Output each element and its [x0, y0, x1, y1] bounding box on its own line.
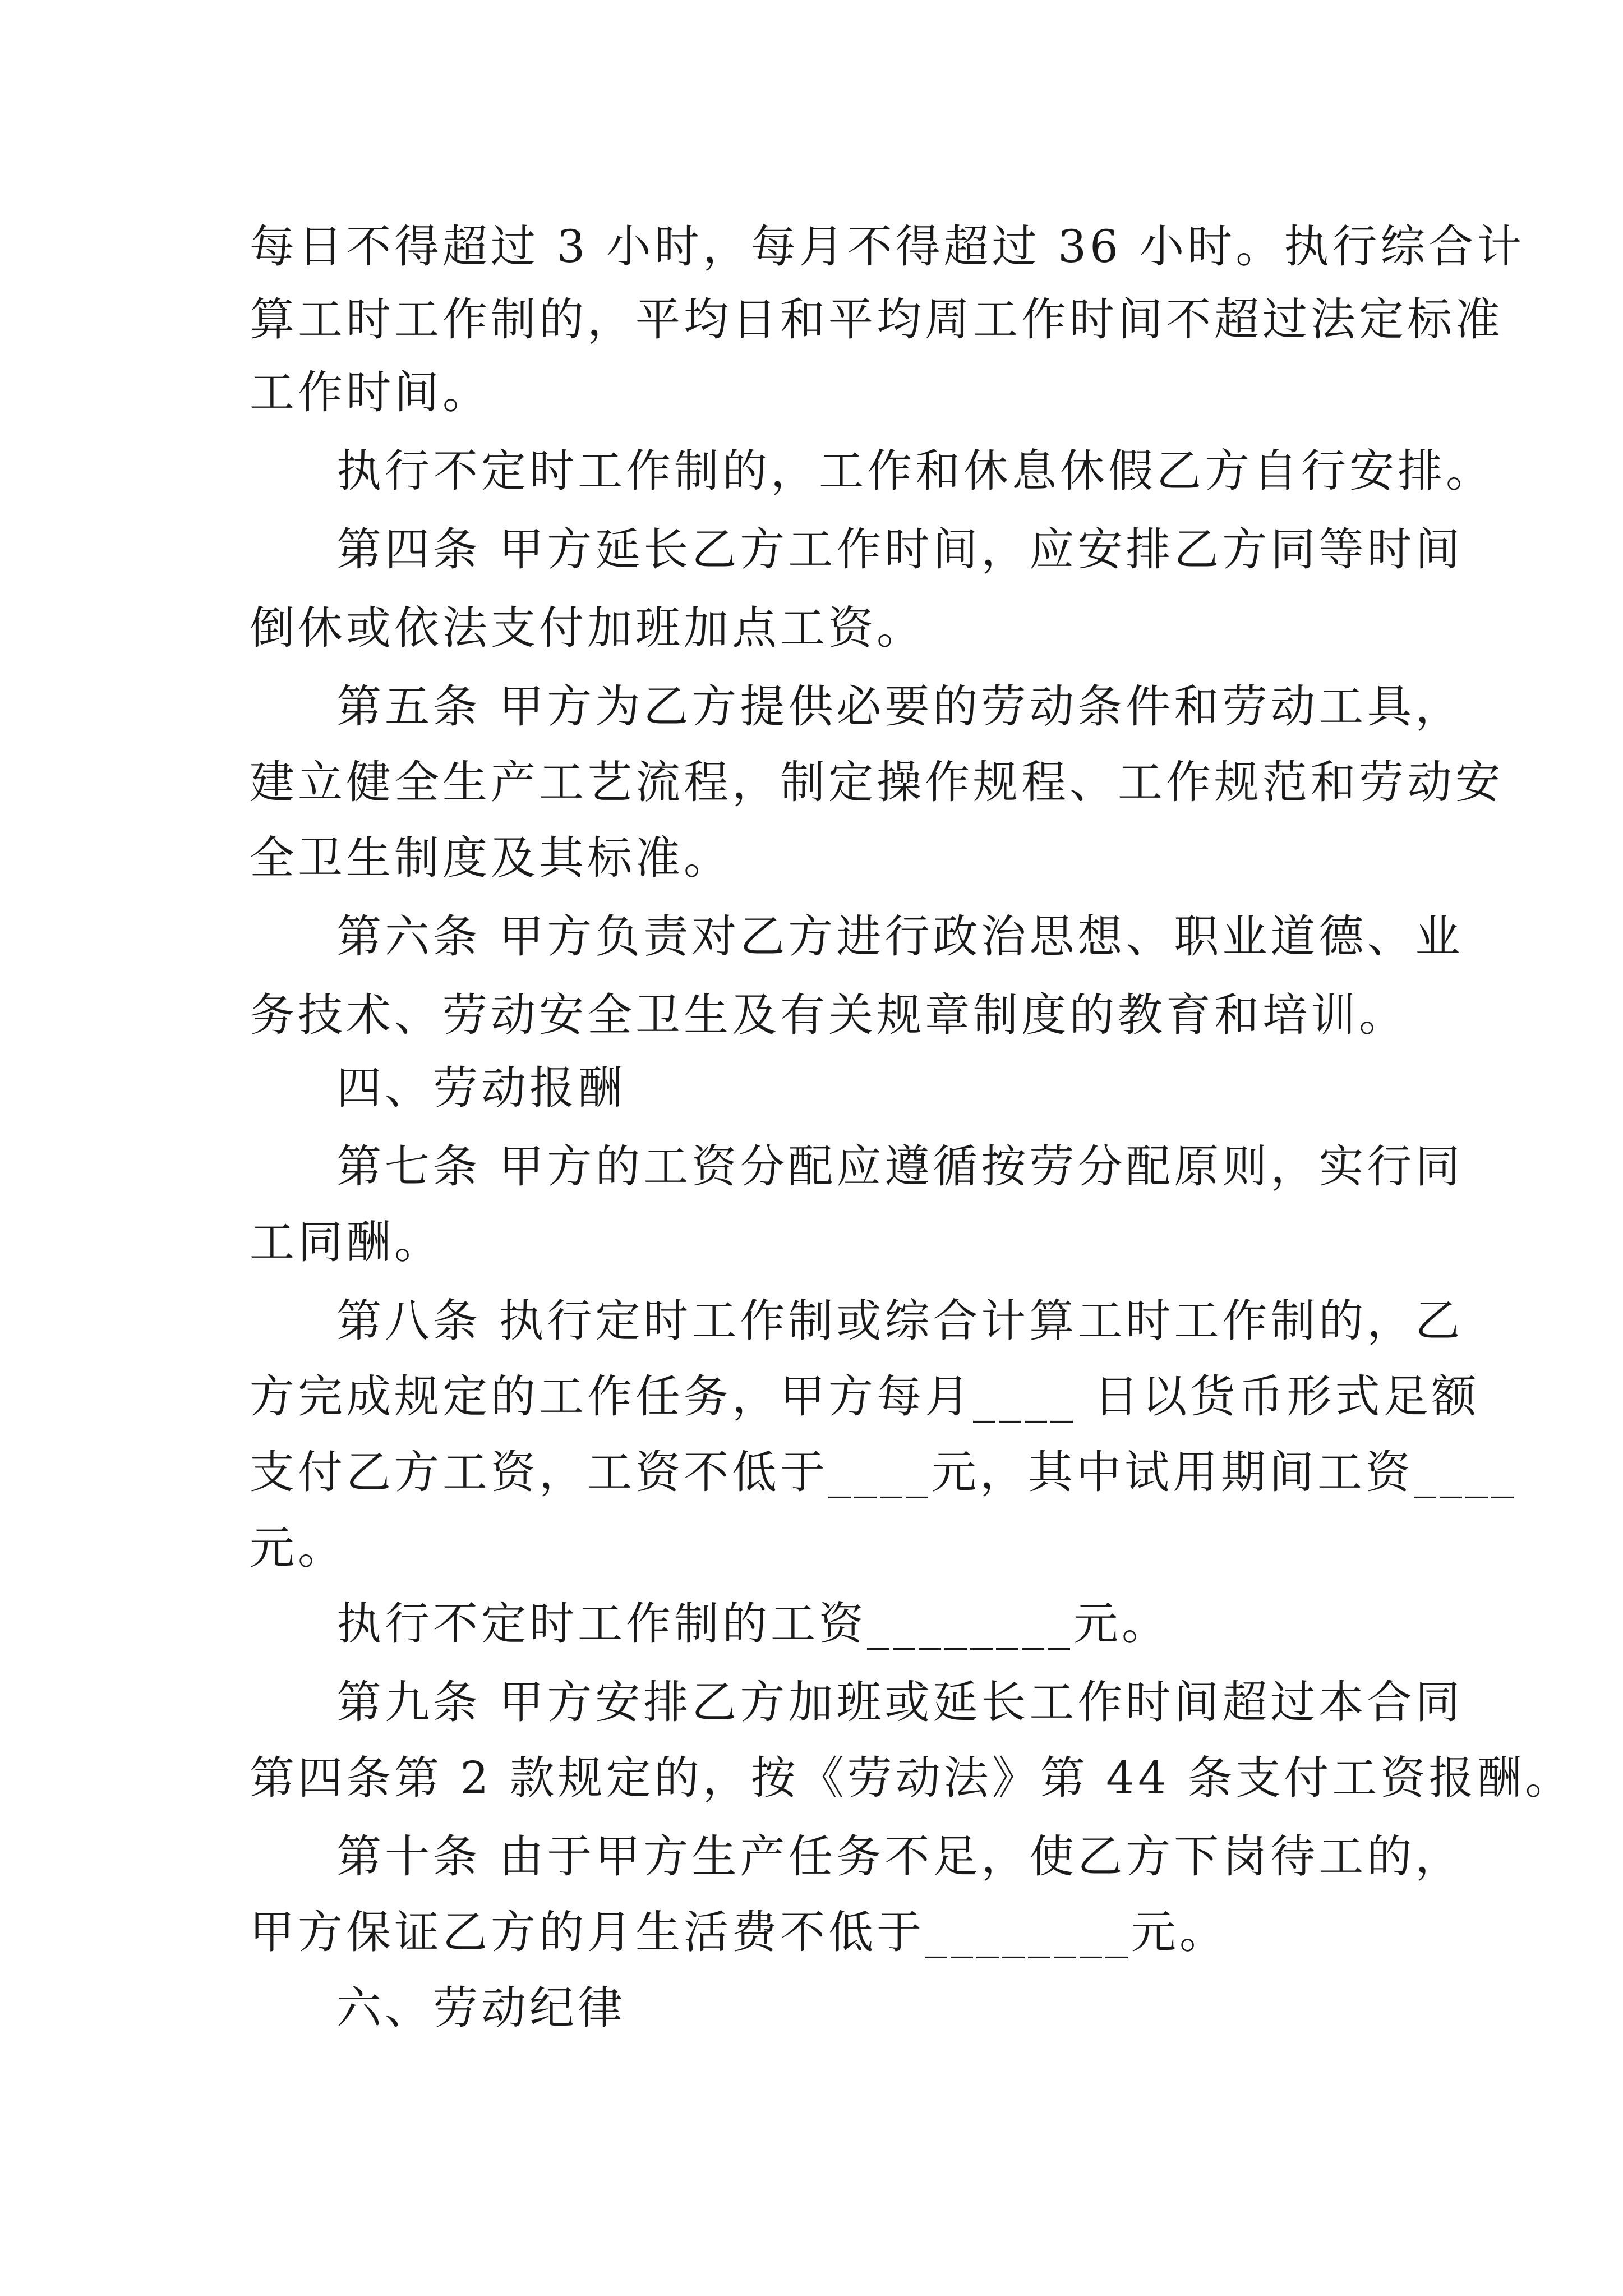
article-10-line: 第十条 由于甲方生产任务不足，使乙方下岗待工的， [336, 1830, 1464, 1883]
article-7-line: 第七条 甲方的工资分配应遵循按劳分配原则，实行同 [336, 1140, 1464, 1193]
paragraph-line: 甲方保证乙方的月生活费不低于________元。 [250, 1906, 1228, 1958]
article-4-line: 第四条 甲方延长乙方工作时间，应安排乙方同等时间 [336, 523, 1464, 576]
section-heading-discipline: 六、劳动纪律 [336, 1982, 626, 2034]
section-heading-remuneration: 四、劳动报酬 [336, 1062, 626, 1114]
paragraph-line: 务技术、劳动安全卫生及有关规章制度的教育和培训。 [250, 989, 1407, 1041]
paragraph-line: 工作时间。 [250, 366, 491, 418]
paragraph-line: 算工时工作制的，平均日和平均周工作时间不超过法定标准 [250, 293, 1504, 346]
paragraph-line: 第四条第 2 款规定的，按《劳动法》第 44 条支付工资报酬。 [250, 1752, 1574, 1804]
paragraph-line: 方完成规定的工作任务，甲方每月____ 日以货币形式足额 [250, 1370, 1480, 1423]
paragraph-line: 执行不定时工作制的，工作和休息休假乙方自行安排。 [336, 445, 1494, 497]
paragraph-line: 元。 [250, 1522, 346, 1574]
paragraph-line: 每日不得超过 3 小时，每月不得超过 36 小时。执行综合计 [250, 220, 1525, 273]
article-6-line: 第六条 甲方负责对乙方进行政治思想、职业道德、业 [336, 910, 1464, 963]
paragraph-line: 工同酬。 [250, 1216, 442, 1268]
paragraph-line: 建立健全生产工艺流程，制定操作规程、工作规范和劳动安 [250, 756, 1504, 808]
article-5-line: 第五条 甲方为乙方提供必要的劳动条件和劳动工具， [336, 680, 1464, 733]
paragraph-line: 全卫生制度及其标准。 [250, 832, 732, 884]
paragraph-line: 支付乙方工资，工资不低于____元，其中试用期间工资____ [250, 1446, 1517, 1498]
paragraph-line: 执行不定时工作制的工资________元。 [336, 1598, 1170, 1650]
article-8-line: 第八条 执行定时工作制或综合计算工时工作制的，乙 [336, 1295, 1464, 1347]
article-9-line: 第九条 甲方安排乙方加班或延长工作时间超过本合同 [336, 1676, 1464, 1728]
paragraph-line: 倒休或依法支付加班加点工资。 [250, 602, 925, 654]
